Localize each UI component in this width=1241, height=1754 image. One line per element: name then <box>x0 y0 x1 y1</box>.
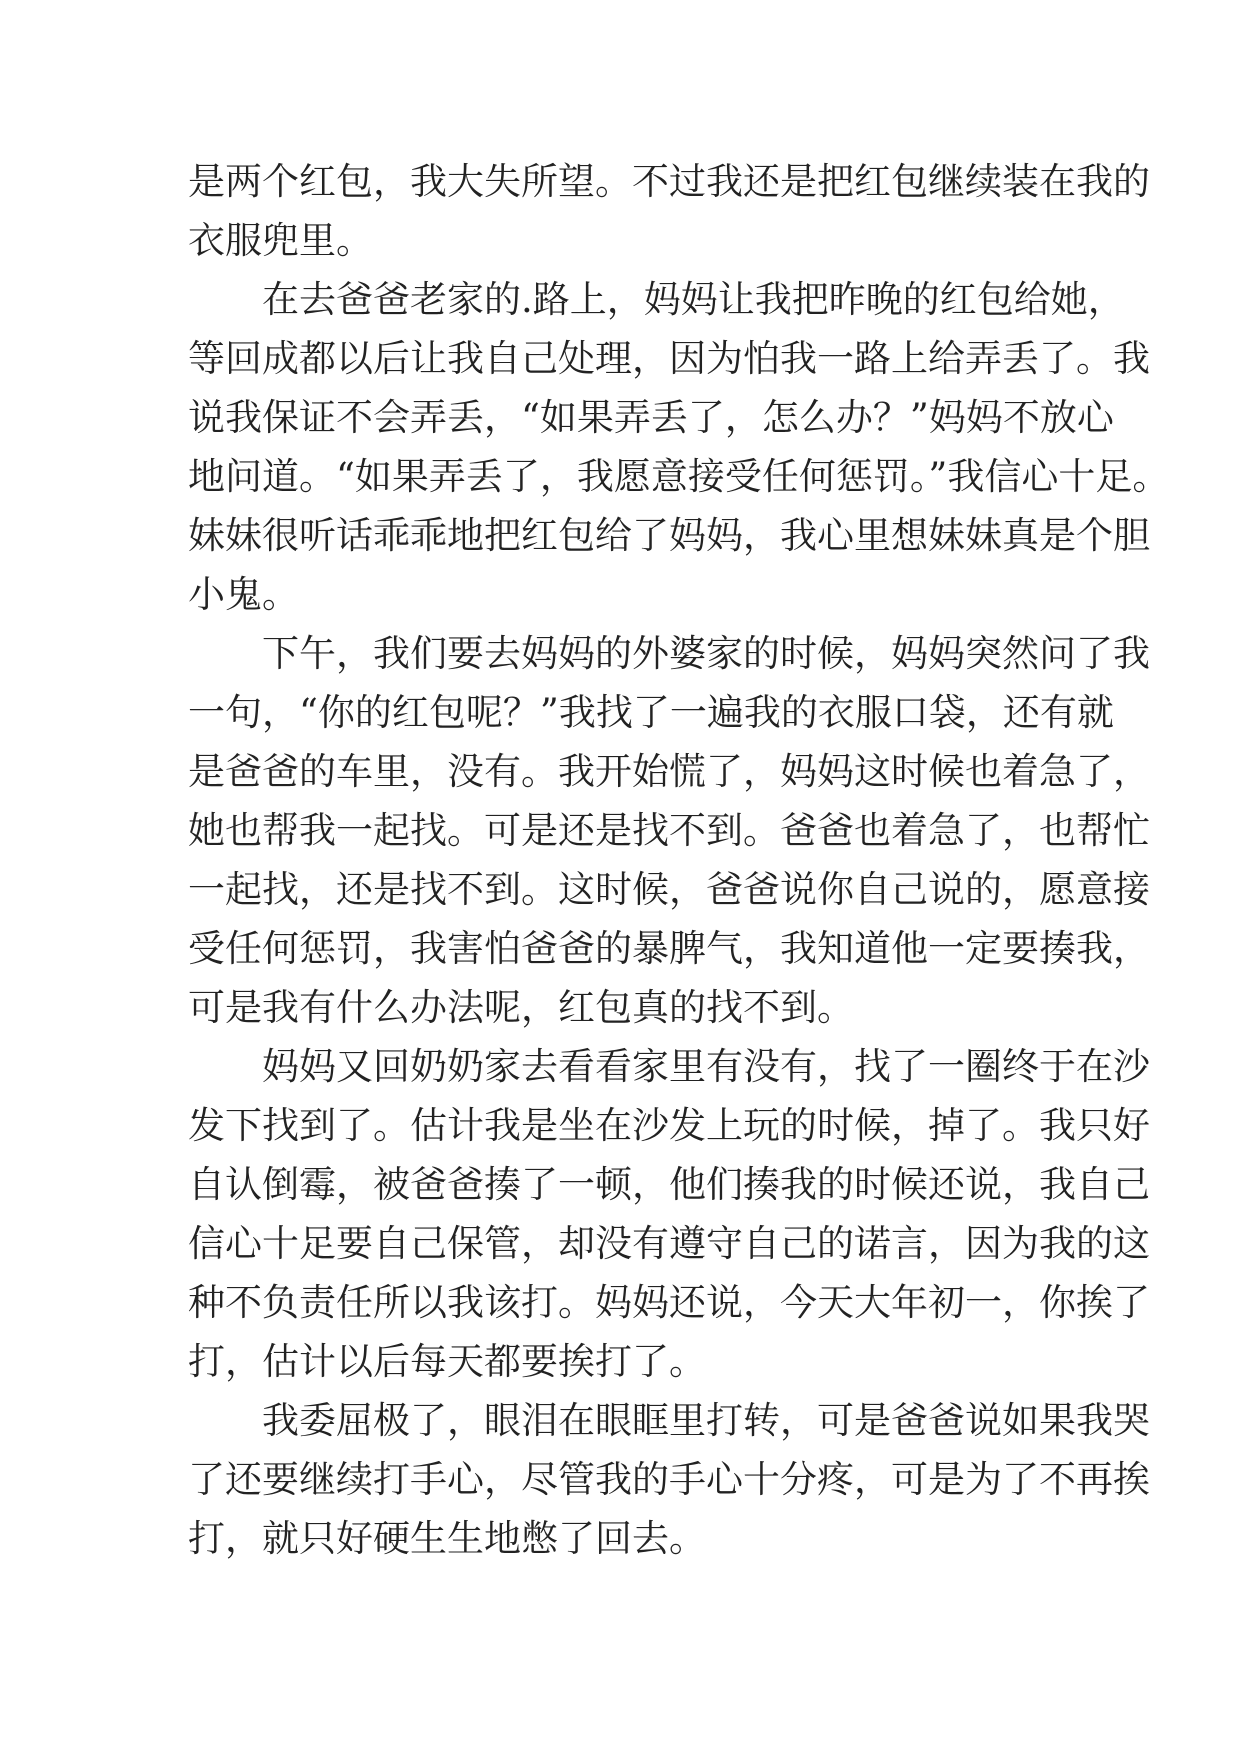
text-line: 妹妹很听话乖乖地把红包给了妈妈，我心里想妹妹真是个胆 <box>188 514 1150 557</box>
paragraph <box>188 270 1170 624</box>
paragraph <box>188 152 1150 270</box>
text-line: 信心十足要自己保管，却没有遵守自己的诺言，因为我的这 <box>188 1222 1150 1265</box>
text-line: 她也帮我一起找。可是还是找不到。爸爸也着急了，也帮忙 <box>188 809 1150 852</box>
body-text <box>188 152 1170 1568</box>
text-line: 衣服兜里。 <box>188 219 373 262</box>
text-line: 打，就只好硬生生地憋了回去。 <box>188 1517 706 1560</box>
paragraph <box>188 624 1150 1037</box>
text-line: 是爸爸的车里，没有。我开始慌了，妈妈这时候也着急了， <box>188 750 1150 793</box>
paragraph <box>188 1391 1150 1568</box>
text-line: 地问道。“如果弄丢了，我愿意接受任何惩罚。”我信心十足。 <box>188 455 1170 498</box>
text-line: 种不负责任所以我该打。妈妈还说，今天大年初一，你挨了 <box>188 1281 1150 1324</box>
text-line: 小鬼。 <box>188 573 299 616</box>
text-line: 自认倒霉，被爸爸揍了一顿，他们揍我的时候还说，我自己 <box>188 1163 1150 1206</box>
text-line: 下午，我们要去妈妈的外婆家的时候，妈妈突然问了我 <box>262 632 1150 675</box>
text-line: 了还要继续打手心，尽管我的手心十分疼，可是为了不再挨 <box>188 1458 1150 1501</box>
text-line: 受任何惩罚，我害怕爸爸的暴脾气，我知道他一定要揍我， <box>188 927 1150 970</box>
text-line: 可是我有什么办法呢，红包真的找不到。 <box>188 986 854 1029</box>
text-line: 打，估计以后每天都要挨打了。 <box>188 1340 706 1383</box>
text-line: 妈妈又回奶奶家去看看家里有没有，找了一圈终于在沙 <box>262 1045 1150 1088</box>
text-line: 是两个红包，我大失所望。不过我还是把红包继续装在我的 <box>188 160 1150 203</box>
text-line: 等回成都以后让我自己处理，因为怕我一路上给弄丢了。我 <box>188 337 1150 380</box>
text-line: 发下找到了。估计我是坐在沙发上玩的时候，掉了。我只好 <box>188 1104 1150 1147</box>
text-line: 我委屈极了，眼泪在眼眶里打转，可是爸爸说如果我哭 <box>262 1399 1150 1442</box>
text-line: 一起找，还是找不到。这时候，爸爸说你自己说的，愿意接 <box>188 868 1150 911</box>
text-line: 一句，“你的红包呢？”我找了一遍我的衣服口袋，还有就 <box>188 691 1114 734</box>
text-line: 在去爸爸老家的.路上，妈妈让我把昨晚的红包给她， <box>262 278 1125 321</box>
paragraph <box>188 1037 1150 1391</box>
text-line: 说我保证不会弄丢，“如果弄丢了，怎么办？”妈妈不放心 <box>188 396 1114 439</box>
